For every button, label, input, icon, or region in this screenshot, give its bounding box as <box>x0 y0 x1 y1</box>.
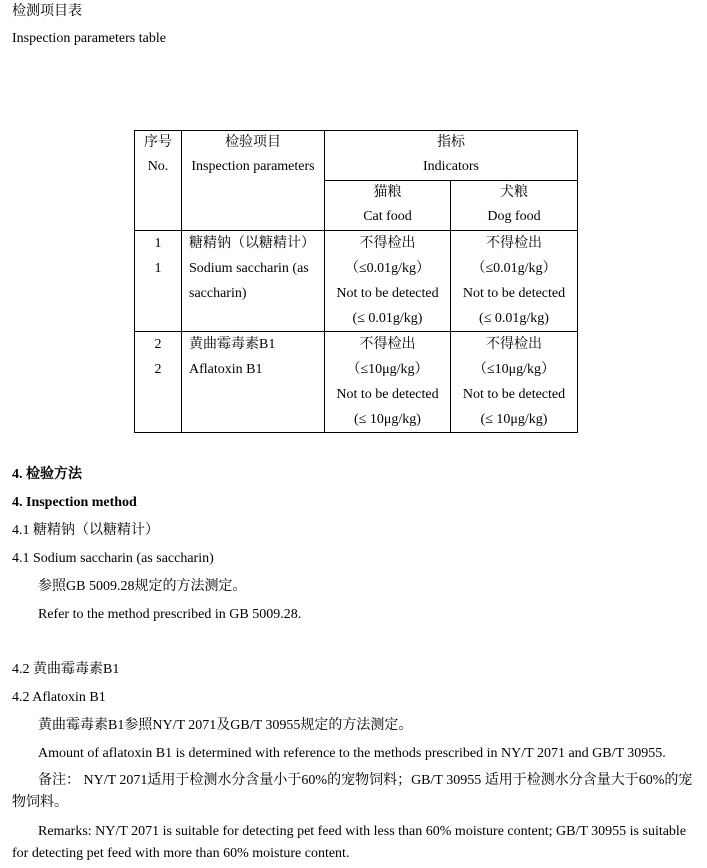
dog-limit-cn: （≤0.01g/kg） <box>471 261 557 276</box>
section-4-2-body-cn: 黄曲霉毒素B1参照NY/T 2071及GB/T 30955规定的方法测定。 <box>38 718 413 733</box>
header-dog-food <box>451 181 578 231</box>
table-header-row <box>135 131 578 181</box>
header-no <box>135 131 182 231</box>
header-ind-en: Indicators <box>423 159 479 174</box>
section-4-heading-cn: 4. 检验方法 <box>12 467 82 482</box>
header-no-cn: 序号 <box>144 135 172 150</box>
cat-limit-en: (≤ 10μg/kg) <box>354 412 421 427</box>
row-dog-value <box>451 231 578 332</box>
table-row <box>135 332 578 433</box>
section-4-heading-en: 4. Inspection method <box>12 495 137 510</box>
header-cat-cn: 猫粮 <box>373 185 402 200</box>
table-row <box>135 231 578 332</box>
header-param-en: Inspection parameters <box>191 159 315 174</box>
header-cat-en: Cat food <box>363 209 412 224</box>
cat-value-cn: 不得检出 <box>359 236 416 251</box>
title-en: Inspection parameters table <box>12 31 166 46</box>
row-param-en: Sodium saccharin (as <box>189 261 309 276</box>
dog-limit-en: (≤ 10μg/kg) <box>480 412 548 427</box>
dog-value-en: Not to be detected <box>462 387 566 402</box>
cat-value-en: Not to be detected <box>336 286 439 301</box>
section-4-1-body-cn: 参照GB 5009.28规定的方法测定。 <box>38 579 247 594</box>
row-param-cn: 黄曲霉毒素B1 <box>189 337 276 352</box>
header-ind-cn: 指标 <box>437 135 465 150</box>
cat-value-en: Not to be detected <box>336 387 439 402</box>
row-param-cn: 糖精钠（以糖精计） <box>189 236 315 251</box>
row-no-cn: 2 <box>154 337 162 352</box>
section-4-1-heading-en: 4.1 Sodium saccharin (as saccharin) <box>12 551 214 566</box>
section-4-1-body-en: Refer to the method prescribed in GB 5009.28. <box>38 607 302 622</box>
row-param-en: Aflatoxin B1 <box>189 362 263 377</box>
dog-value-cn: 不得检出 <box>486 236 542 251</box>
header-parameters <box>182 131 325 231</box>
row-param-en-cont: saccharin) <box>189 286 247 301</box>
row-no <box>135 332 182 433</box>
header-param-cn: 检验项目 <box>225 135 281 150</box>
header-cat-food <box>325 181 451 231</box>
section-4-1-heading-cn: 4.1 糖精钠（以糖精计） <box>12 523 159 538</box>
cat-value-cn: 不得检出 <box>359 337 416 352</box>
title-cn: 检测项目表 <box>12 4 82 19</box>
inspection-parameters-table <box>134 130 578 433</box>
header-no-en: No. <box>147 159 169 174</box>
section-4-2-body-en: Amount of aflatoxin B1 is determined with reference to the methods prescribed in NY/T 2071 and GB/T 30955. <box>38 746 666 761</box>
cat-limit-cn: （≤10μg/kg） <box>346 362 429 377</box>
row-cat-value <box>325 332 451 433</box>
row-no-en: 1 <box>154 261 162 276</box>
dog-limit-cn: （≤10μg/kg） <box>472 362 556 377</box>
header-indicators <box>325 131 578 181</box>
dog-value-cn: 不得检出 <box>486 337 542 352</box>
section-4-2-heading-cn: 4.2 黄曲霉毒素B1 <box>12 662 120 677</box>
header-dog-en: Dog food <box>487 209 541 224</box>
remark-cn: 备注： NY/T 2071适用于检测水分含量小于60%的宠物饲料；GB/T 30955 适用于检测水分含量大于60%的宠物饲料。 <box>12 773 693 810</box>
dog-limit-en: (≤ 0.01g/kg) <box>479 311 549 326</box>
row-parameter <box>182 231 325 332</box>
row-no <box>135 231 182 332</box>
remark-en: Remarks: NY/T 2071 is suitable for detecting pet feed with less than 60% moisture content; GB/T 30955 is suitable for detecting pet feed with more than 60% moisture content. <box>12 824 687 861</box>
cat-limit-en: (≤ 0.01g/kg) <box>352 311 423 326</box>
row-dog-value <box>451 332 578 433</box>
row-parameter <box>182 332 325 433</box>
section-4-2-heading-en: 4.2 Aflatoxin B1 <box>12 690 106 705</box>
dog-value-en: Not to be detected <box>462 286 566 301</box>
header-dog-cn: 犬粮 <box>500 185 528 200</box>
row-no-cn: 1 <box>154 236 162 251</box>
cat-limit-cn: （≤0.01g/kg） <box>344 261 431 276</box>
row-cat-value <box>325 231 451 332</box>
row-no-en: 2 <box>154 362 162 377</box>
